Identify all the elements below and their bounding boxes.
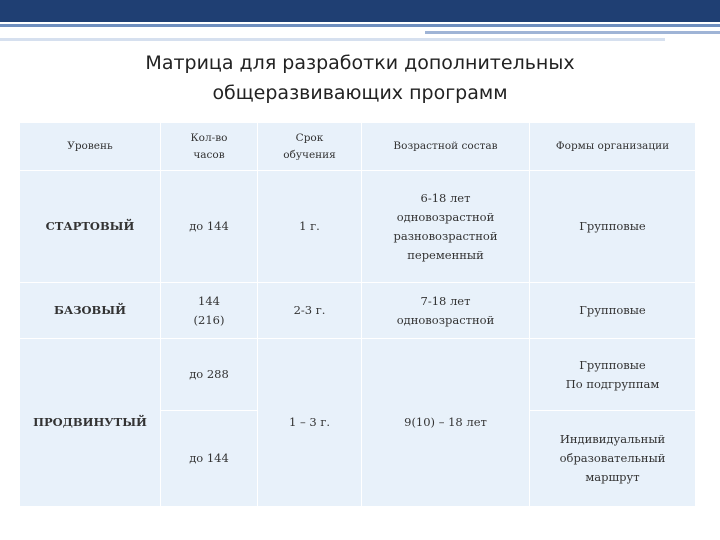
age-start-line2: одновозрастной xyxy=(396,209,495,224)
header-hours-line2: часов xyxy=(193,148,225,161)
age-base-line1: 7-18 лет xyxy=(420,293,471,308)
term-advanced: 1 – 3 г. xyxy=(258,339,362,507)
age-start-line1: 6-18 лет xyxy=(420,190,471,205)
decor-stripe xyxy=(425,31,720,34)
hours-advanced-b: до 144 xyxy=(161,411,258,507)
age-start xyxy=(362,171,530,283)
table-header-row xyxy=(20,123,696,171)
forms-base: Групповые xyxy=(530,283,696,339)
age-advanced: 9(10) – 18 лет xyxy=(362,339,530,507)
forms-advanced-b-line1: Индивидуальный xyxy=(559,432,666,446)
term-base: 2-3 г. xyxy=(258,283,362,339)
header-level: Уровень xyxy=(20,123,161,171)
title-line-1: Матрица для разработки дополнительных xyxy=(145,52,575,74)
header-term-line1: Срок xyxy=(295,131,324,144)
forms-advanced-a-line2: По подгруппам xyxy=(565,376,660,391)
header-forms: Формы организации xyxy=(530,123,696,171)
slide-title xyxy=(0,48,720,108)
forms-advanced-a-line1: Групповые xyxy=(579,357,646,372)
header-term xyxy=(258,123,362,171)
hours-start: до 144 xyxy=(161,171,258,283)
hours-base-line1: 144 xyxy=(198,293,220,308)
hours-base xyxy=(161,283,258,339)
forms-start: Групповые xyxy=(530,171,696,283)
level-start: СТАРТОВЫЙ xyxy=(20,171,161,283)
top-banner xyxy=(0,0,720,22)
level-base: БАЗОВЫЙ xyxy=(20,283,161,339)
header-hours-line1: Кол-во xyxy=(190,131,228,144)
decor-stripe xyxy=(0,24,720,27)
title-line-2: общеразвивающих программ xyxy=(212,82,508,104)
hours-base-line2: (216) xyxy=(193,312,225,327)
header-term-line2: обучения xyxy=(283,148,336,161)
forms-advanced-b-line2: образовательный xyxy=(559,451,666,465)
table-row-advanced-a xyxy=(20,339,696,411)
level-advanced: ПРОДВИНУТЫЙ xyxy=(20,339,161,507)
hours-advanced-a: до 288 xyxy=(161,339,258,411)
table-row-base xyxy=(20,283,696,339)
term-start: 1 г. xyxy=(258,171,362,283)
forms-advanced-b-line3: маршрут xyxy=(585,470,640,484)
header-age: Возрастной состав xyxy=(362,123,530,171)
program-matrix-table xyxy=(19,122,696,507)
table-row-start xyxy=(20,171,696,283)
header-hours xyxy=(161,123,258,171)
decor-stripe xyxy=(0,38,665,41)
age-start-line3: разновозрастной xyxy=(393,228,498,243)
forms-advanced-a xyxy=(530,339,696,411)
age-base-line2: одновозрастной xyxy=(396,312,495,327)
age-start-line4: переменный xyxy=(407,247,484,262)
age-base xyxy=(362,283,530,339)
forms-advanced-b xyxy=(530,411,696,507)
